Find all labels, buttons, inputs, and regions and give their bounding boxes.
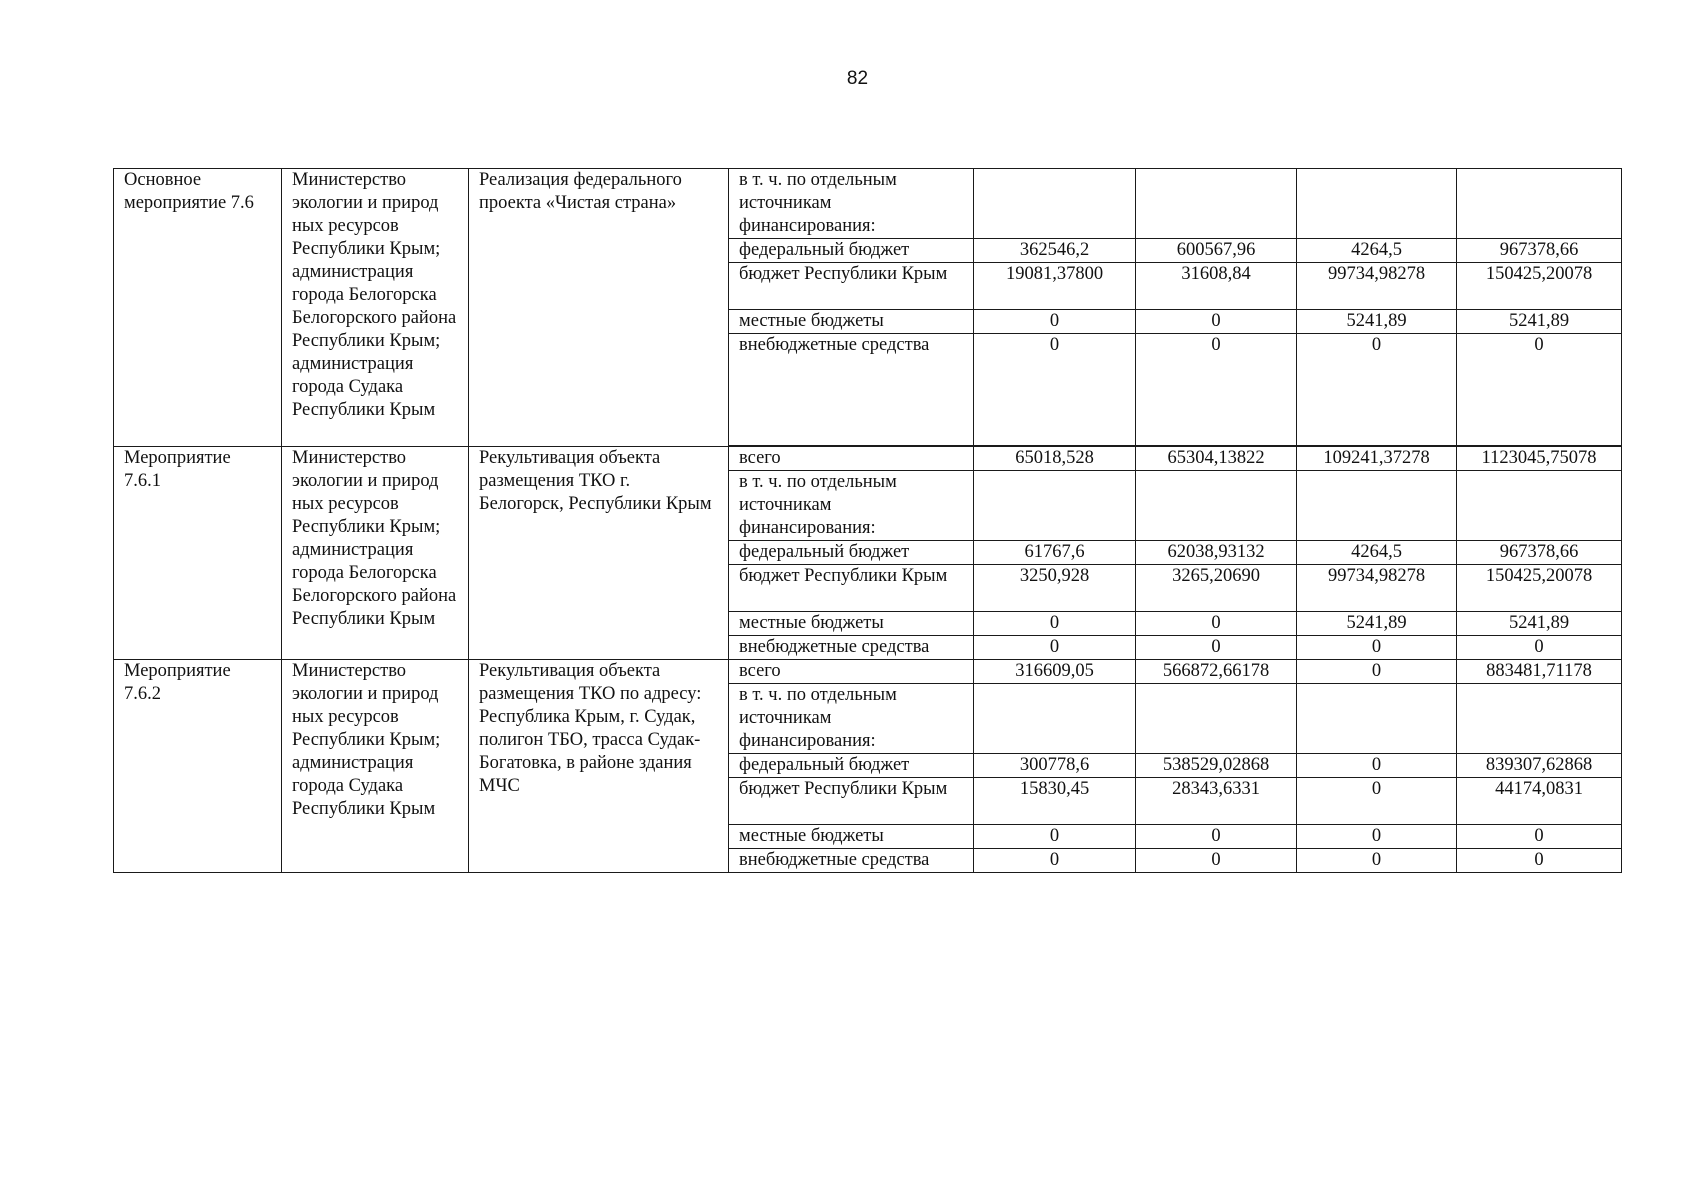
value-cell: 0 <box>1297 754 1457 778</box>
activity-name-cell: Рекультивация объекта размещения ТКО г. Белогорск, Республики Крым <box>469 447 729 660</box>
source-label: бюджет Республики Крым <box>729 263 974 310</box>
value-cell: 150425,20078 <box>1457 263 1622 310</box>
source-label: в т. ч. по отдельным источникам финансирования: <box>729 169 974 239</box>
value-cell <box>1457 169 1622 239</box>
value-cell: 65018,528 <box>974 447 1136 471</box>
value-cell: 5241,89 <box>1297 612 1457 636</box>
source-label: в т. ч. по отдельным источникам финансирования: <box>729 471 974 541</box>
value-cell <box>1297 169 1457 239</box>
value-cell: 0 <box>1457 849 1622 873</box>
source-label: бюджет Республики Крым <box>729 778 974 825</box>
executor-cell: Министерство экологии и природ ных ресурсов Республики Крым; администрация города Белогорска Белогорского района Республики Крым <box>282 447 469 660</box>
activity-name-cell: Рекультивация объекта размещения ТКО по адресу: Республика Крым, г. Судак, полигон ТБО, трасса Судак-Богатовка, в районе здания МЧС <box>469 660 729 873</box>
table-row <box>114 660 1622 684</box>
value-cell: 300778,6 <box>974 754 1136 778</box>
value-cell <box>1457 684 1622 754</box>
value-cell: 0 <box>1136 612 1297 636</box>
source-label: внебюджетные средства <box>729 636 974 660</box>
value-cell: 600567,96 <box>1136 239 1297 263</box>
value-cell <box>1297 684 1457 754</box>
activity-cell: Основное мероприятие 7.6 <box>114 169 282 447</box>
table-row <box>114 447 1622 471</box>
value-cell: 0 <box>1297 778 1457 825</box>
table-row <box>114 169 1622 239</box>
value-cell: 0 <box>974 334 1136 446</box>
value-cell: 566872,66178 <box>1136 660 1297 684</box>
value-cell: 0 <box>1297 334 1457 446</box>
source-label: всего <box>729 447 974 471</box>
value-cell <box>1136 684 1297 754</box>
value-cell: 0 <box>1297 660 1457 684</box>
source-label: местные бюджеты <box>729 310 974 334</box>
value-cell <box>1136 169 1297 239</box>
source-label: местные бюджеты <box>729 612 974 636</box>
value-cell: 0 <box>1136 310 1297 334</box>
value-cell: 0 <box>1297 636 1457 660</box>
value-cell: 3265,20690 <box>1136 565 1297 612</box>
value-cell: 62038,93132 <box>1136 541 1297 565</box>
value-cell <box>1136 471 1297 541</box>
value-cell: 0 <box>974 612 1136 636</box>
value-cell: 19081,37800 <box>974 263 1136 310</box>
value-cell: 0 <box>974 310 1136 334</box>
value-cell: 839307,62868 <box>1457 754 1622 778</box>
value-cell: 5241,89 <box>1457 310 1622 334</box>
value-cell: 1123045,75078 <box>1457 447 1622 471</box>
value-cell: 0 <box>1297 849 1457 873</box>
value-cell: 0 <box>974 825 1136 849</box>
value-cell: 0 <box>1457 636 1622 660</box>
source-label: федеральный бюджет <box>729 239 974 263</box>
value-cell: 0 <box>1136 825 1297 849</box>
value-cell: 538529,02868 <box>1136 754 1297 778</box>
source-label: бюджет Республики Крым <box>729 565 974 612</box>
activity-name-cell: Реализация федерального проекта «Чистая страна» <box>469 169 729 447</box>
value-cell: 61767,6 <box>974 541 1136 565</box>
value-cell: 4264,5 <box>1297 239 1457 263</box>
value-cell: 109241,37278 <box>1297 447 1457 471</box>
activity-cell: Мероприятие 7.6.1 <box>114 447 282 660</box>
financing-table <box>113 168 1622 873</box>
value-cell: 65304,13822 <box>1136 447 1297 471</box>
value-cell: 967378,66 <box>1457 541 1622 565</box>
value-cell: 0 <box>1136 636 1297 660</box>
value-cell: 362546,2 <box>974 239 1136 263</box>
activity-cell: Мероприятие 7.6.2 <box>114 660 282 873</box>
value-cell <box>1297 471 1457 541</box>
source-label: внебюджетные средства <box>729 849 974 873</box>
value-cell: 31608,84 <box>1136 263 1297 310</box>
value-cell: 967378,66 <box>1457 239 1622 263</box>
value-cell: 44174,0831 <box>1457 778 1622 825</box>
value-cell: 0 <box>974 849 1136 873</box>
page-number: 82 <box>846 68 869 89</box>
value-cell: 3250,928 <box>974 565 1136 612</box>
executor-cell: Министерство экологии и природ ных ресурсов Республики Крым; администрация города Судака Республики Крым <box>282 660 469 873</box>
value-cell: 99734,98278 <box>1297 565 1457 612</box>
value-cell: 150425,20078 <box>1457 565 1622 612</box>
value-cell: 0 <box>1136 849 1297 873</box>
value-cell: 15830,45 <box>974 778 1136 825</box>
value-cell: 0 <box>1457 334 1622 446</box>
source-label: местные бюджеты <box>729 825 974 849</box>
value-cell: 316609,05 <box>974 660 1136 684</box>
value-cell: 5241,89 <box>1457 612 1622 636</box>
value-cell <box>974 169 1136 239</box>
source-label: федеральный бюджет <box>729 541 974 565</box>
source-label: внебюджетные средства <box>729 334 974 446</box>
value-cell: 0 <box>974 636 1136 660</box>
value-cell: 28343,6331 <box>1136 778 1297 825</box>
value-cell <box>974 471 1136 541</box>
value-cell: 0 <box>1136 334 1297 446</box>
value-cell: 0 <box>1297 825 1457 849</box>
value-cell <box>974 684 1136 754</box>
value-cell: 5241,89 <box>1297 310 1457 334</box>
source-label: федеральный бюджет <box>729 754 974 778</box>
value-cell: 883481,71178 <box>1457 660 1622 684</box>
value-cell: 0 <box>1457 825 1622 849</box>
value-cell <box>1457 471 1622 541</box>
value-cell: 4264,5 <box>1297 541 1457 565</box>
source-label: в т. ч. по отдельным источникам финансирования: <box>729 684 974 754</box>
value-cell: 99734,98278 <box>1297 263 1457 310</box>
executor-cell: Министерство экологии и природ ных ресурсов Республики Крым; администрация города Белогорска Белогорского района Республики Крым; администрация города Судака Республики Крым <box>282 169 469 447</box>
source-label: всего <box>729 660 974 684</box>
